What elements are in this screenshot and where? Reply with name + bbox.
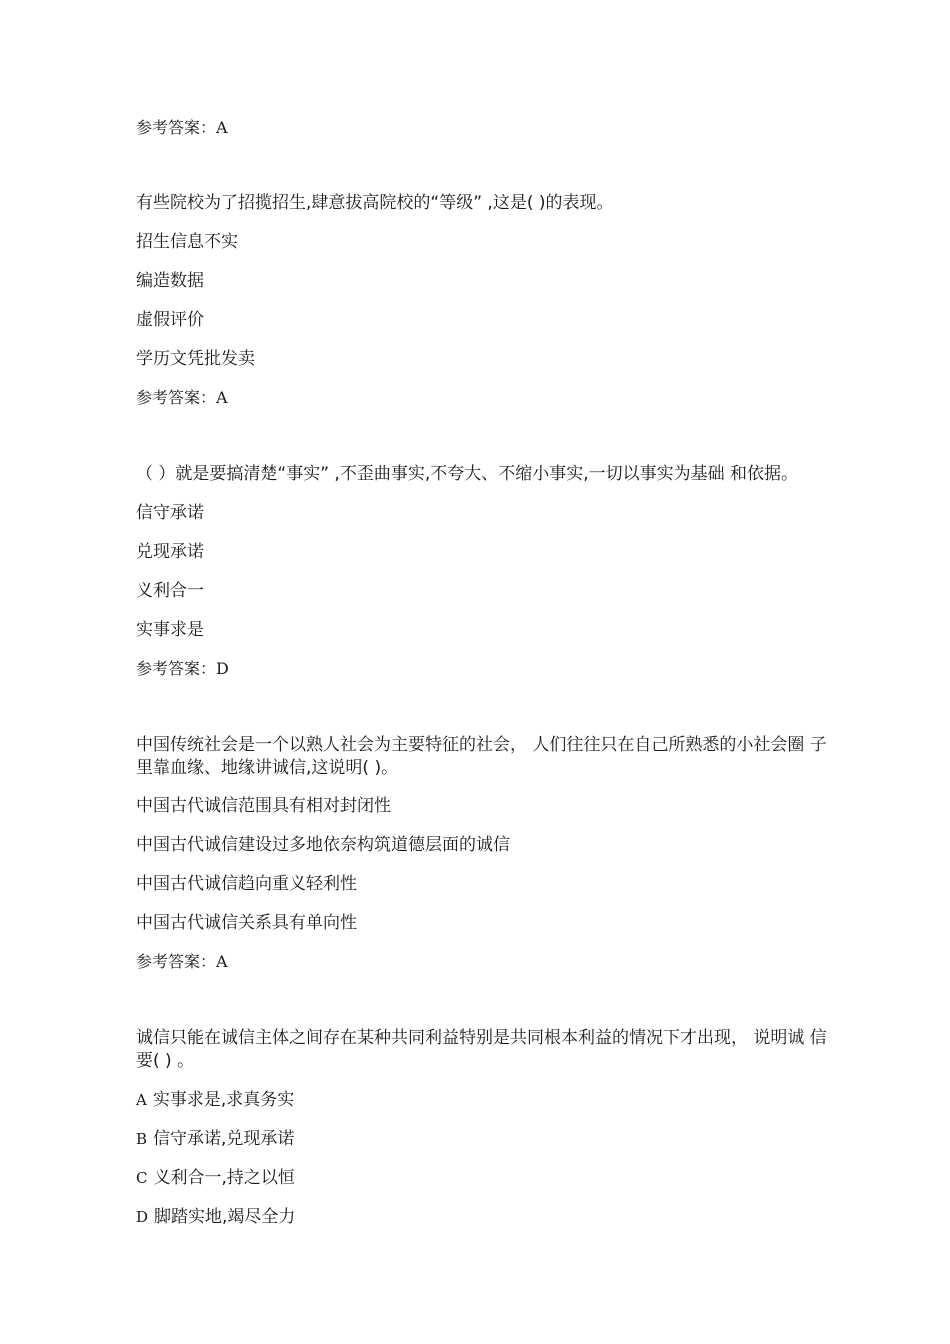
option-item (136, 1207, 295, 1227)
answer-line (136, 118, 228, 138)
option-letter: A (136, 1091, 147, 1109)
option-item: 编造数据 (136, 271, 204, 291)
option-item: 中国古代诚信趋向重义轻利性 (136, 874, 357, 894)
option-item: 实事求是 (136, 620, 204, 640)
option-item (136, 1090, 294, 1110)
option-letter: B (136, 1130, 148, 1148)
answer-value: A (216, 952, 228, 971)
answer-value: D (216, 659, 229, 678)
answer-label: 参考答案： (136, 118, 217, 137)
question-stem: （ ）就是要搞清楚“事实” ,不歪曲事实,不夸大、不缩小事实,一切以事实为基础 和依据。 (136, 464, 799, 484)
answer-label: 参考答案： (136, 388, 217, 407)
answer-label: 参考答案： (136, 952, 217, 971)
answer-line (136, 952, 228, 972)
option-item: 虚假评价 (136, 310, 204, 330)
option-item: 中国古代诚信范围具有相对封闭性 (136, 796, 391, 816)
answer-line (136, 388, 228, 408)
option-item (136, 1129, 294, 1149)
option-item: 信守承诺 (136, 503, 204, 523)
option-item: 兑现承诺 (136, 542, 204, 562)
option-item: 学历文凭批发卖 (136, 349, 255, 369)
option-item: 中国古代诚信建设过多地依奈构筑道德层面的诚信 (136, 835, 510, 855)
option-item: 中国古代诚信关系具有单向性 (136, 913, 357, 933)
answer-line (136, 659, 229, 679)
option-letter: C (136, 1169, 148, 1187)
answer-value: A (216, 118, 228, 137)
question-stem-line: 中国传统社会是一个以熟人社会为主要特征的社会， 人们往往只在自己所熟悉的小社会圈 子 (136, 735, 827, 755)
option-item: 义利合一 (136, 581, 204, 601)
option-text: 脚踏实地,竭尽全力 (154, 1207, 296, 1227)
option-text: 信守承诺,兑现承诺 (153, 1129, 295, 1149)
answer-value: A (216, 388, 228, 407)
question-stem-line: 要( ) 。 (136, 1051, 195, 1071)
answer-label: 参考答案： (136, 659, 217, 678)
option-text: 义利合一,持之以恒 (153, 1168, 295, 1188)
question-stem-line: 里靠血缘、地缘讲诚信,这说明( )。 (136, 758, 399, 778)
option-item (136, 1168, 295, 1188)
option-item: 招生信息不实 (136, 232, 238, 252)
question-stem-line: 诚信只能在诚信主体之间存在某种共同利益特别是共同根本利益的情况下才出现， 说明诚 信 (136, 1028, 827, 1048)
question-stem: 有些院校为了招揽招生,肆意拔高院校的“等级” ,这是( )的表现。 (136, 193, 614, 213)
option-letter: D (136, 1208, 149, 1226)
option-text: 实事求是,求真务实 (152, 1090, 295, 1110)
